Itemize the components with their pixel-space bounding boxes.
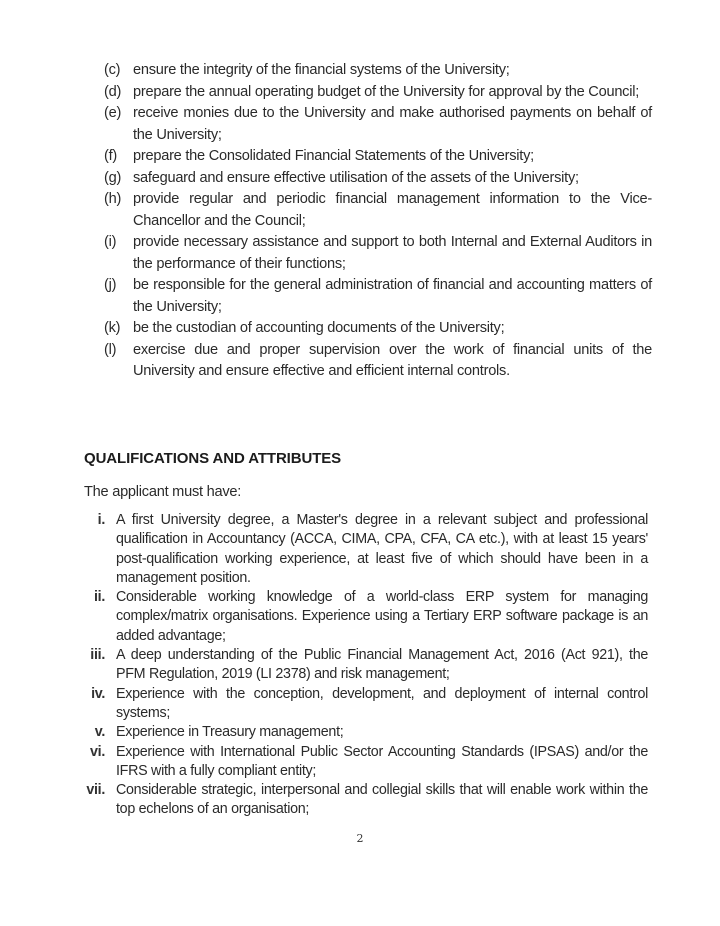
qualification-item <box>78 723 648 742</box>
section-intro: The applicant must have: <box>84 484 242 500</box>
item-label: (d) <box>104 83 122 100</box>
item-text: prepare the Consolidated Financial Statements of the University; <box>133 148 534 164</box>
item-label: iv. <box>91 685 105 702</box>
duty-item-d <box>104 82 652 104</box>
item-text: Considerable strategic, interpersonal and collegial skills that will enable work within the top echelons of an organisation; <box>116 782 648 818</box>
item-label: (f) <box>104 148 118 164</box>
qualifications-list <box>78 511 648 820</box>
qualification-item <box>78 743 648 782</box>
item-text: be responsible for the general administration of financial and accounting matters of the University; <box>133 277 652 315</box>
duties-list <box>104 60 652 383</box>
item-text: safeguard and ensure effective utilisation of the assets of the University; <box>133 169 579 186</box>
item-label: vii. <box>86 782 105 799</box>
item-text: Considerable working knowledge of a world-class ERP system for managing complex/matrix organisations. Experience using a Tertiary ERP software package is an added advantage; <box>116 589 648 644</box>
item-text: Experience with International Public Sector Accounting Standards (IPSAS) and/or the IFRS with a fully compliant entity; <box>116 743 648 779</box>
duty-item-g <box>104 168 652 190</box>
item-label: (i) <box>104 234 117 250</box>
item-label: iii. <box>90 647 105 664</box>
item-label: (e) <box>104 105 122 121</box>
item-text: A deep understanding of the Public Financial Management Act, 2016 (Act 921), the PFM Regulation, 2019 (LI 2378) and risk management; <box>116 647 648 683</box>
duty-item-f <box>104 146 652 168</box>
item-text: exercise due and proper supervision over the work of financial units of the University and ensure effective and efficient internal controls. <box>133 341 652 379</box>
page-number: 2 <box>356 832 364 845</box>
item-text: A first University degree, a Master's degree in a relevant subject and professional qualification in Accountancy (ACCA, CIMA, CPA, CFA, CA etc.), with at least 15 years' post-qualification working experience, at least five of which should have been in a management position. <box>116 512 648 586</box>
duty-item-l <box>104 340 652 383</box>
item-label: i. <box>97 512 105 528</box>
qualification-item <box>78 781 648 820</box>
duty-item-i <box>104 232 652 275</box>
duty-item-j <box>104 275 652 318</box>
item-label: (c) <box>104 62 121 78</box>
item-label: vi. <box>90 743 105 760</box>
qualification-item <box>78 685 648 724</box>
item-label: ii. <box>93 589 105 606</box>
item-text: receive monies due to the University and make authorised payments on behalf of the University; <box>133 105 652 143</box>
item-text: Experience with the conception, development, and deployment of internal control systems; <box>116 685 648 721</box>
qualification-item <box>78 588 648 646</box>
qualification-item <box>78 511 648 588</box>
item-label: (k) <box>104 320 121 336</box>
item-label: (j) <box>104 277 117 293</box>
item-text: Experience in Treasury management; <box>116 724 344 741</box>
item-label: (l) <box>104 341 117 358</box>
item-text: provide necessary assistance and support to both Internal and External Auditors in the performance of their functions; <box>133 234 652 272</box>
item-text: be the custodian of accounting documents of the University; <box>133 320 505 336</box>
duty-item-e <box>104 103 652 146</box>
item-text: provide regular and periodic financial management information to the Vice-Chancellor and the Council; <box>133 191 652 229</box>
duty-item-k <box>104 318 652 340</box>
duty-item-h <box>104 189 652 232</box>
qualification-item <box>78 646 648 685</box>
item-text: prepare the annual operating budget of the University for approval by the Council; <box>133 83 640 100</box>
duty-item-c <box>104 60 652 82</box>
item-text: ensure the integrity of the financial systems of the University; <box>133 62 510 78</box>
section-heading: QUALIFICATIONS AND ATTRIBUTES <box>84 450 342 467</box>
item-label: (g) <box>104 169 122 186</box>
item-label: v. <box>94 724 105 741</box>
item-label: (h) <box>104 191 122 207</box>
